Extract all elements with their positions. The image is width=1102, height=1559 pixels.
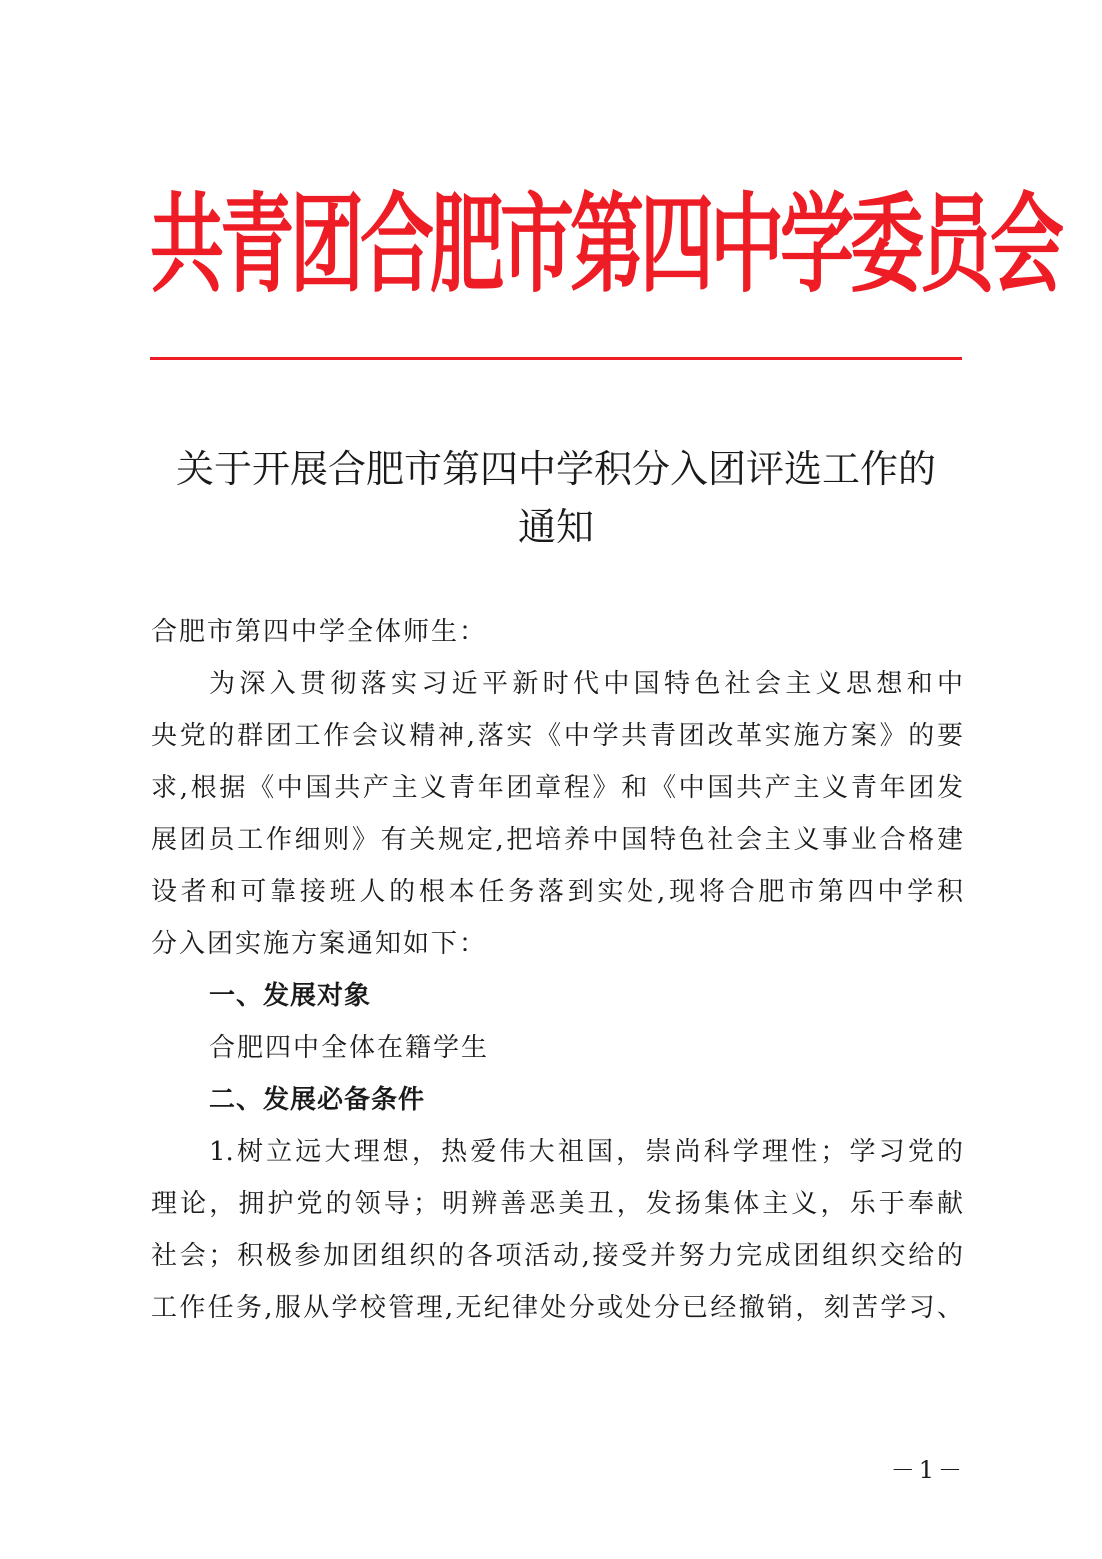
red-divider-line xyxy=(150,357,962,360)
document-title xyxy=(150,440,962,556)
section-2-line-4: 工作任务,服从学校管理,无纪律处分或处分已经撤销，刻苦学习、 xyxy=(151,1293,963,1323)
section-2-line-1: 1.树立远大理想，热爱伟大祖国，崇尚科学理性；学习党的 xyxy=(209,1137,963,1167)
section-2-line-3: 社会；积极参加团组织的各项活动,接受并努力完成团组织交给的 xyxy=(151,1241,963,1271)
section-2-line-2: 理论，拥护党的领导；明辨善恶美丑，发扬集体主义，乐于奉献 xyxy=(151,1189,963,1219)
section-2-heading: 二、发展必备条件 xyxy=(209,1085,426,1115)
salutation: 合肥市第四中学全体师生： xyxy=(151,617,488,647)
intro-line-3: 求,根据《中国共产主义青年团章程》和《中国共产主义青年团发 xyxy=(151,773,963,803)
masthead-title: 共青团合肥市第四中学委员会 xyxy=(150,182,1060,308)
intro-line-6: 分入团实施方案通知如下： xyxy=(151,929,488,959)
intro-line-4: 展团员工作细则》有关规定,把培养中国特色社会主义事业合格建 xyxy=(151,825,963,855)
page-number: －1－ xyxy=(890,1456,966,1484)
document-body xyxy=(151,606,963,1334)
intro-line-1: 为深入贯彻落实习近平新时代中国特色社会主义思想和中 xyxy=(209,669,963,699)
intro-line-2: 央党的群团工作会议精神,落实《中学共青团改革实施方案》的要 xyxy=(151,721,963,751)
intro-line-5: 设者和可靠接班人的根本任务落到实处,现将合肥市第四中学积 xyxy=(151,877,963,907)
document-title-line-1: 关于开展合肥市第四中学积分入团评选工作的 xyxy=(175,447,936,491)
section-1-content: 合肥四中全体在籍学生 xyxy=(209,1033,490,1063)
section-1-heading: 一、发展对象 xyxy=(209,981,372,1011)
document-title-line-2: 通知 xyxy=(517,505,594,549)
